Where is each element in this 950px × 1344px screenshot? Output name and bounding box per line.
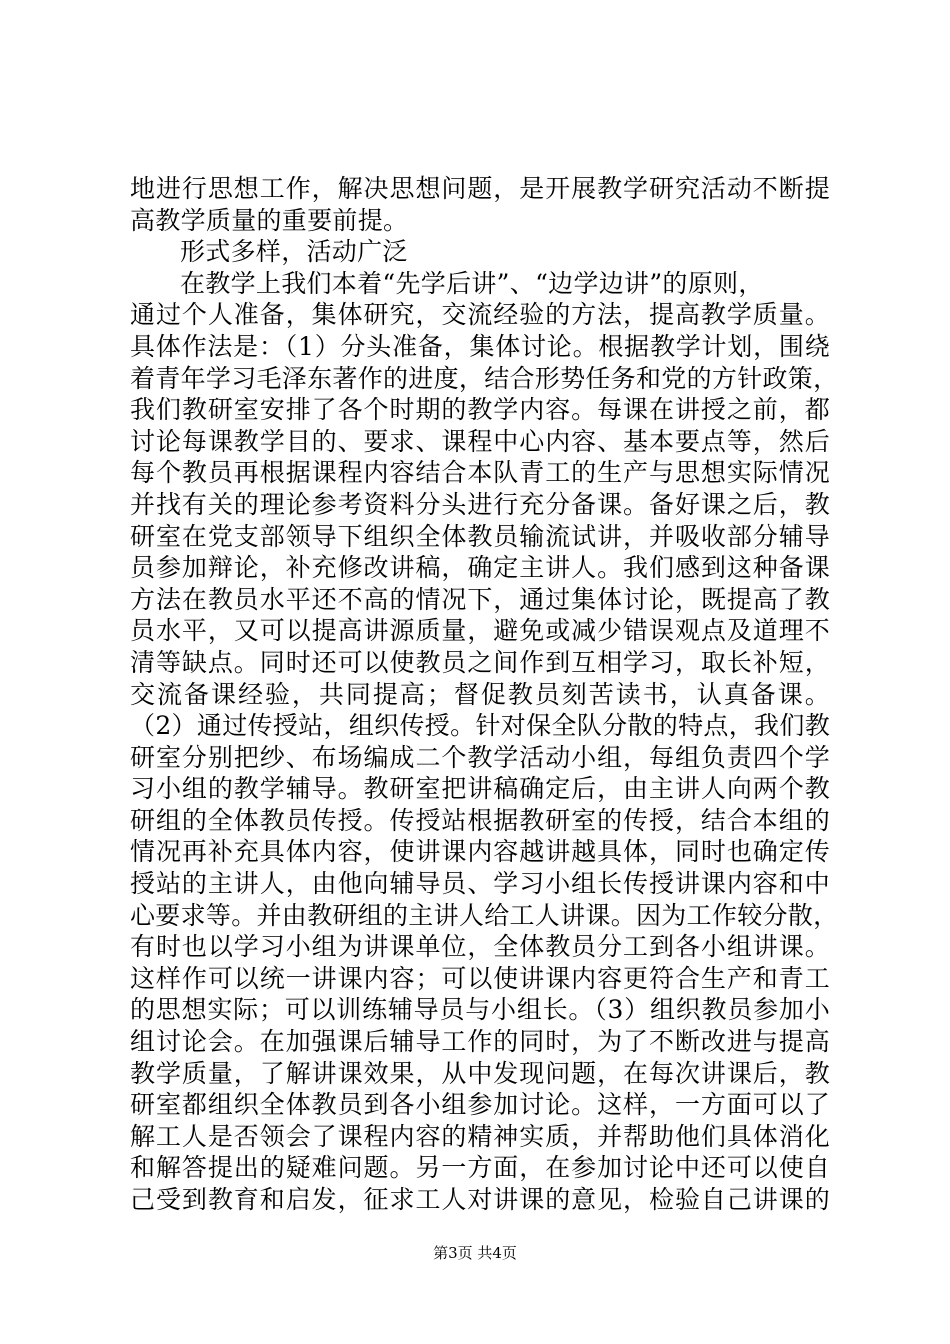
text-line: 的思想实际；可以训练辅导员与小组长。（3）组织教员参加小 bbox=[130, 995, 830, 1025]
text-line: 并找有关的理论参考资料分头进行充分备课。备好课之后，教 bbox=[130, 489, 830, 519]
text-line: 我们教研室安排了各个时期的教学内容。每课在讲授之前，都 bbox=[130, 395, 830, 425]
text-line: 教学质量，了解讲课效果，从中发现问题，在每次讲课后，教 bbox=[130, 1058, 830, 1088]
text-line: 心要求等。并由教研组的主讲人给工人讲课。因为工作较分散， bbox=[130, 900, 839, 930]
text-line: 着青年学习毛泽东著作的进度，结合形势任务和党的方针政策， bbox=[130, 363, 839, 393]
text-line: 方法在教员水平还不高的情况下，通过集体讨论，既提高了教 bbox=[130, 584, 830, 614]
body-text bbox=[130, 173, 839, 1216]
text-line: 员参加辩论，补充修改讲稿，确定主讲人。我们感到这种备课 bbox=[130, 553, 830, 583]
text-line: 地进行思想工作，解决思想问题，是开展教学研究活动不断提 bbox=[130, 174, 830, 203]
text-line: 研室都组织全体教员到各小组参加讨论。这样，一方面可以了 bbox=[130, 1090, 830, 1120]
paragraph-first-line: 在教学上我们本着“先学后讲”、“边学边讲”的原则， bbox=[180, 268, 764, 298]
text-line: 有时也以学习小组为讲课单位，全体教员分工到各小组讲课。 bbox=[130, 932, 830, 962]
text-line: 组讨论会。在加强课后辅导工作的同时，为了不断改进与提高 bbox=[130, 1027, 830, 1057]
text-line: 这样作可以统一讲课内容；可以使讲课内容更符合生产和青工 bbox=[130, 963, 830, 993]
text-line: 讨论每课教学目的、要求、课程中心内容、基本要点等，然后 bbox=[130, 426, 830, 456]
text-line: 研室分别把纱、布场编成二个教学活动小组，每组负责四个学 bbox=[130, 742, 830, 772]
page-number-footer: 第3页 共4页 bbox=[433, 1244, 517, 1262]
text-line: 习小组的教学辅导。教研室把讲稿确定后，由主讲人向两个教 bbox=[130, 774, 830, 804]
text-line: 具体作法是：（1）分头准备，集体讨论。根据教学计划，围绕 bbox=[130, 331, 830, 361]
text-line: 员水平，又可以提高讲源质量，避免或减少错误观点及道理不 bbox=[130, 616, 830, 646]
text-line: 情况再补充具体内容，使讲课内容越讲越具体，同时也确定传 bbox=[130, 837, 830, 867]
text-line: 授站的主讲人，由他向辅导员、学习小组长传授讲课内容和中 bbox=[130, 869, 830, 899]
text-line: 己受到教育和启发，征求工人对讲课的意见，检验自己讲课的 bbox=[130, 1185, 830, 1214]
text-line: 解工人是否领会了课程内容的精神实质，并帮助他们具体消化 bbox=[130, 1121, 830, 1151]
text-line: （2）通过传授站，组织传授。针对保全队分散的特点，我们教 bbox=[130, 711, 830, 741]
text-line: 通过个人准备，集体研究，交流经验的方法，提高教学质量。 bbox=[130, 300, 830, 330]
text-line: 清等缺点。同时还可以使教员之间作到互相学习，取长补短， bbox=[130, 647, 830, 677]
text-line: 和解答提出的疑难问题。另一方面，在参加讨论中还可以使自 bbox=[130, 1153, 830, 1183]
text-line: 研室在党支部领导下组织全体教员输流试讲，并吸收部分辅导 bbox=[130, 521, 830, 551]
text-line: 高教学质量的重要前提。 bbox=[130, 205, 409, 235]
section-heading: 形式多样，活动广泛 bbox=[180, 237, 408, 267]
text-line: 研组的全体教员传授。传授站根据教研室的传授，结合本组的 bbox=[130, 805, 830, 835]
text-line: 每个教员再根据课程内容结合本队青工的生产与思想实际情况 bbox=[130, 458, 830, 488]
text-line: 交流备课经验，共同提高；督促教员刻苦读书，认真备课。 bbox=[130, 679, 830, 709]
